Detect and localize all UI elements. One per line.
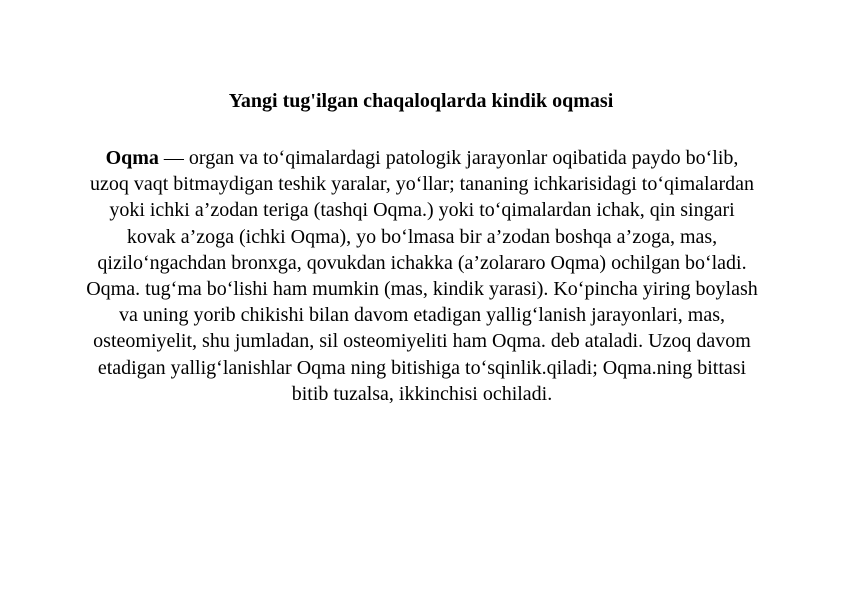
definition-paragraph xyxy=(86,145,758,407)
defined-term: Oqma xyxy=(105,147,159,169)
definition-text: — organ va to‘qimalardagi patologik jarayonlar oqibatida paydo bo‘lib, uzoq vaqt bitmaydigan teshik yaralar, yo‘llar; tananing ichkarisidagi to‘qimalardan yoki ichki a’zodan teriga (tashqi Oqma.) yoki to‘qimalardan ichak, qin singari kovak a’zoga (ichki Oqma), yo bo‘lmasa bir a’zodan boshqa a’zoga, mas, qizilo‘ngachdan bronxga, qovukdan ichakka (a’zolararo Oqma) ochilgan bo‘ladi. Oqma. tug‘ma bo‘lishi ham mumkin (mas, kindik yarasi). Ko‘pincha yiring boylash va uning yorib chikishi bilan davom etadigan yallig‘lanish jarayonlari, mas, osteomiyelit, shu jumladan, sil osteomiyeliti ham Oqma. deb ataladi. Uzoq davom etadigan yallig‘lanishlar Oqma ning bitishiga to‘sqinlik.qiladi; Oqma.ning bittasi bitib tuzalsa, ikkinchisi ochiladi. xyxy=(86,147,758,405)
page-title: Yangi tug'ilgan chaqaloqlarda kindik oqmasi xyxy=(228,90,614,112)
